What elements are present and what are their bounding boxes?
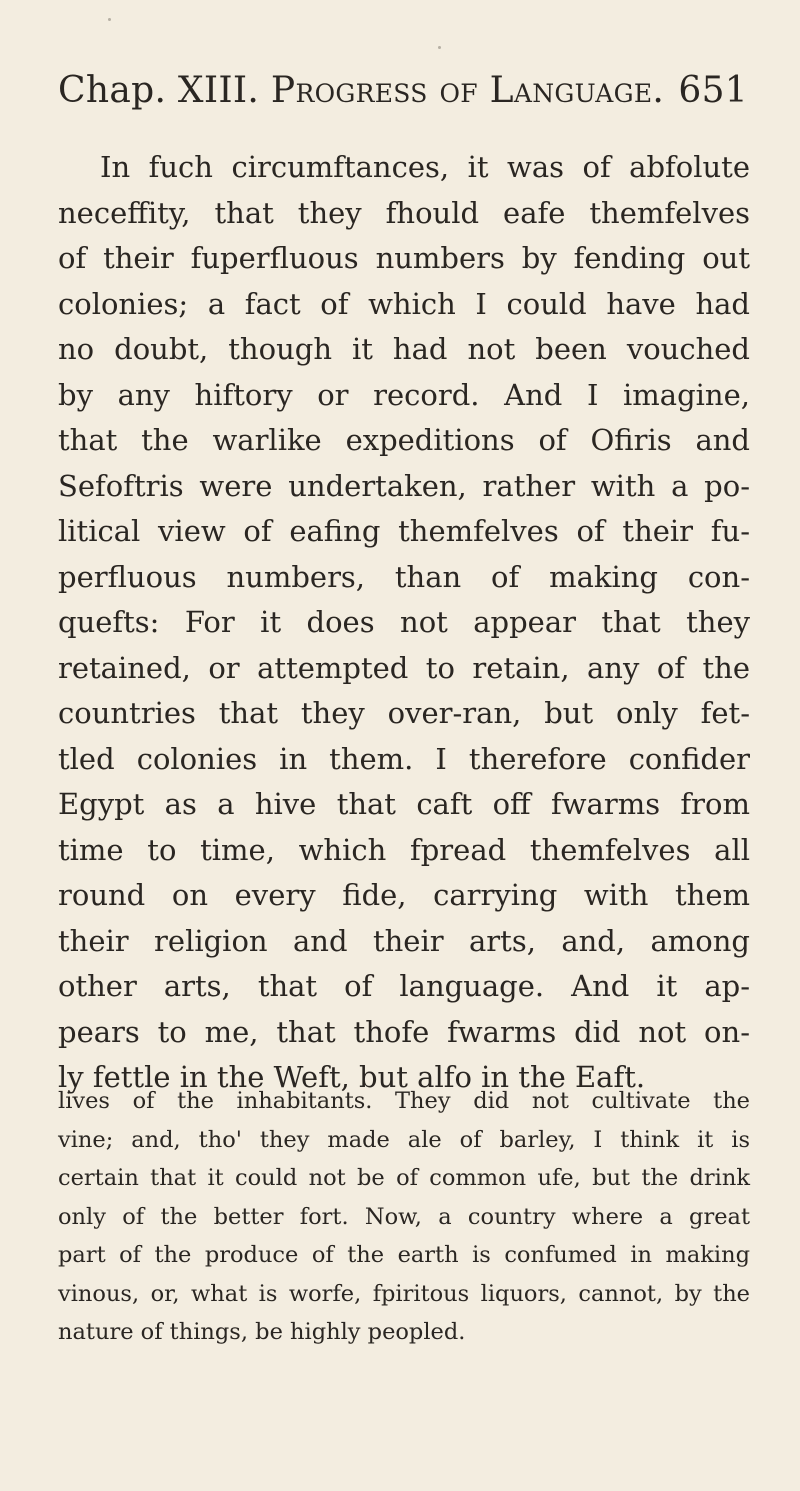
- body-line-21: ly fettle in the Weft, but alfo in the Eaft.: [58, 1060, 646, 1094]
- body-line-12: retained, or attempted to retain, any of the: [58, 650, 750, 685]
- main-text: [58, 145, 750, 1101]
- body-line-10: perfluous numbers, than of making con-: [58, 559, 750, 594]
- body-line-13: countries that they over-ran, but only fet-: [58, 696, 750, 730]
- footnote-line-7: nature of things, be highly peopled.: [58, 1319, 466, 1345]
- footnote-line-3: certain that it could not be of common ufe, but the drink: [58, 1165, 750, 1191]
- body-line-16: time to time, which fpread themfelves all: [58, 832, 750, 867]
- header-title-part1: Progress of: [270, 70, 478, 111]
- footnote-line-6: vinous, or, what is worfe, fpiritous liquors, cannot, by the: [58, 1280, 750, 1307]
- footnote-line-1: lives of the inhabitants. They did not cultivate the: [58, 1088, 750, 1114]
- body-line-2: neceffity, that they fhould eafe themfelves: [58, 195, 750, 230]
- body-line-11: quefts: For it does not appear that they: [58, 605, 750, 639]
- footnote-line-4: only of the better fort. Now, a country where a great: [58, 1203, 750, 1230]
- footnote-line-2: vine; and, tho' they made ale of barley, I think it is: [58, 1126, 750, 1153]
- body-line-1: In fuch circumftances, it was of abfolute: [100, 150, 750, 184]
- body-line-6: by any hiftory or record. And I imagine,: [58, 377, 750, 412]
- page-number: 651: [678, 70, 748, 111]
- body-line-7: that the warlike expeditions of Ofiris and: [58, 423, 750, 457]
- body-line-17: round on every fide, carrying with them: [58, 878, 750, 912]
- footnote-line-5: part of the produce of the earth is confumed in making: [58, 1242, 750, 1268]
- paper-speck: [438, 46, 441, 49]
- body-line-3: of their fuperfluous numbers by fending out: [58, 241, 750, 275]
- chapter-label: Chap. XIII.: [58, 70, 260, 111]
- header-title-part2: Language.: [489, 70, 665, 111]
- body-line-5: no doubt, though it had not been vouched: [58, 332, 750, 366]
- running-header: [58, 70, 748, 111]
- body-line-15: Egypt as a hive that caft off fwarms from: [58, 787, 750, 821]
- footnote: [58, 1082, 750, 1352]
- body-line-20: pears to me, that thofe fwarms did not on-: [58, 1014, 750, 1049]
- body-line-18: their religion and their arts, and, among: [58, 923, 750, 958]
- body-line-8: Sefoftris were undertaken, rather with a po-: [58, 468, 750, 503]
- body-line-14: tled colonies in them. I therefore confider: [58, 741, 750, 776]
- body-line-9: litical view of eafing themfelves of their fu-: [58, 514, 750, 548]
- paper-speck: [108, 18, 111, 21]
- body-line-19: other arts, that of language. And it ap-: [58, 969, 750, 1003]
- body-line-4: colonies; a fact of which I could have had: [58, 286, 750, 321]
